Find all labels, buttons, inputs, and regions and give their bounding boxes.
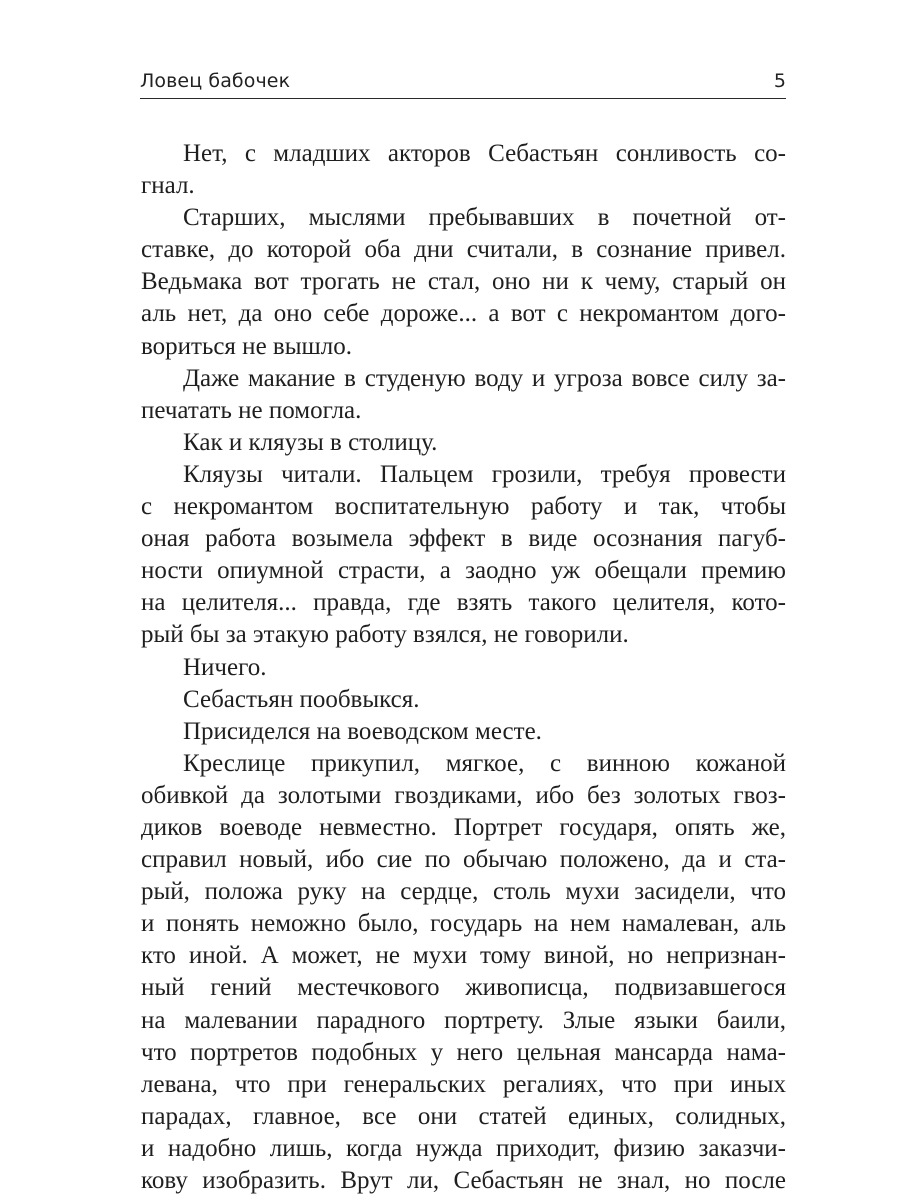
text-line: ставке, до которой оба дни считали, в сознание привел. bbox=[141, 236, 786, 264]
paragraph bbox=[141, 684, 786, 716]
text-line: справил новый, ибо сие по обычаю положено, да и ста- bbox=[141, 846, 786, 874]
text-line: гнал. bbox=[141, 172, 195, 200]
text-line: обивкой да золотыми гвоздиками, ибо без золотых гвоз- bbox=[141, 781, 786, 809]
text-line: на целителя... правда, где взять такого целителя, кото- bbox=[141, 589, 786, 617]
text-line: Даже макание в студеную воду и угроза вовсе силу за- bbox=[183, 364, 786, 392]
text-line: рый бы за этакую работу взялся, не говорили. bbox=[141, 621, 629, 649]
text-line: диков воеводе невместно. Портрет государя, опять же, bbox=[141, 813, 786, 841]
text-line: оная работа возымела эффект в виде осознания пагуб- bbox=[141, 525, 786, 553]
text-line: Ничего. bbox=[183, 653, 267, 681]
text-line: левана, что при генеральских регалиях, что при иных bbox=[141, 1070, 786, 1098]
paragraph bbox=[141, 138, 786, 202]
body-text bbox=[141, 138, 786, 1197]
text-line: Кляузы читали. Пальцем грозили, требуя провести bbox=[183, 460, 786, 488]
text-line: печатать не помогла. bbox=[141, 396, 362, 424]
text-line: кто иной. А может, не мухи тому виной, но непризнан- bbox=[141, 942, 786, 970]
text-line: Себастьян пообвыкся. bbox=[183, 685, 420, 713]
text-line: Как и кляузы в столицу. bbox=[183, 428, 438, 456]
text-line: Старших, мыслями пребывавших в почетной от- bbox=[183, 204, 786, 232]
text-line: и понять неможно было, государь на нем намалеван, аль bbox=[141, 910, 786, 938]
text-line: Присиделся на воеводском месте. bbox=[183, 717, 542, 745]
paragraph bbox=[141, 363, 786, 427]
text-line: Креслице прикупил, мягкое, с винною кожаной bbox=[183, 749, 786, 777]
text-line: с некромантом воспитательную работу и так, чтобы bbox=[141, 493, 786, 521]
text-line: кову изобразить. Врут ли, Себастьян не знал, но после bbox=[141, 1167, 786, 1194]
text-line: аль нет, да оно себе дороже... а вот с некромантом дого- bbox=[141, 300, 786, 328]
running-title: Ловец бабочек bbox=[140, 70, 291, 92]
paragraph bbox=[141, 716, 786, 748]
text-line: ный гений местечкового живописца, подвизавшегося bbox=[141, 974, 786, 1002]
running-header bbox=[140, 66, 786, 99]
paragraph bbox=[141, 427, 786, 459]
paragraph bbox=[141, 748, 786, 1197]
text-line: парадах, главное, все они статей единых, солидных, bbox=[141, 1102, 786, 1130]
text-line: на малевании парадного портрету. Злые языки баили, bbox=[141, 1006, 786, 1034]
paragraph bbox=[141, 202, 786, 362]
paragraph bbox=[141, 459, 786, 652]
text-line: вориться не вышло. bbox=[141, 332, 352, 360]
text-line: ности опиумной страсти, а заодно уж обещали премию bbox=[141, 557, 786, 585]
text-line: Ведьмака вот трогать не стал, оно ни к чему, старый он bbox=[141, 268, 786, 296]
text-line: Нет, с младших акторов Себастьян сонливость со- bbox=[183, 140, 786, 167]
paragraph bbox=[141, 652, 786, 684]
text-line: и надобно лишь, когда нужда приходит, физию заказчи- bbox=[141, 1134, 786, 1162]
page-number: 5 bbox=[773, 70, 786, 92]
text-line: рый, положа руку на сердце, столь мухи засидели, что bbox=[141, 878, 786, 906]
text-line: что портретов подобных у него цельная мансарда нама- bbox=[141, 1038, 786, 1066]
